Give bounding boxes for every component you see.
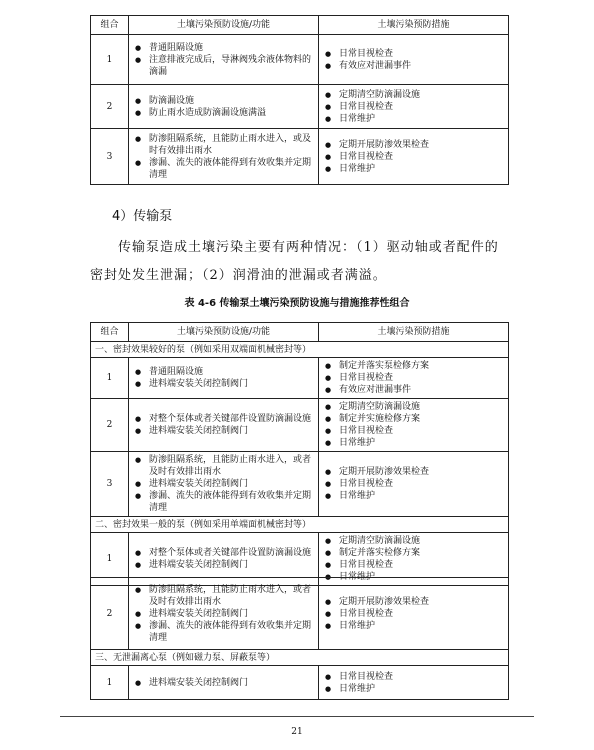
pump-prevention-table-continued	[90, 577, 509, 700]
facility-cell	[129, 452, 319, 517]
row-number: 1	[91, 533, 129, 586]
table-header-row	[91, 16, 509, 35]
list-item: ● 进料端安装关闭控制阀门	[135, 478, 314, 490]
list-item: ● 普通阻隔设施	[135, 366, 314, 378]
list-item: ● 日常目视检查	[325, 151, 504, 163]
list-item: ● 防滴漏设施	[135, 95, 314, 107]
list-item: ● 有效应对泄漏事件	[325, 384, 504, 396]
table-row	[91, 399, 509, 452]
row-number: 1	[91, 358, 129, 399]
list-item: ● 进料端安装关闭控制阀门	[135, 425, 314, 437]
measure-cell	[319, 35, 509, 85]
table-row	[91, 129, 509, 185]
facility-cell	[129, 358, 319, 399]
measure-cell	[319, 666, 509, 700]
table-row	[91, 85, 509, 129]
list-item: ● 防渗阻隔系统，且能防止雨水进入，或者及时有效排出雨水	[135, 454, 314, 478]
list-item: ● 定期清空防滴漏设施	[325, 401, 504, 413]
table-row	[91, 578, 509, 650]
list-item: ● 渗漏、流失的液体能得到有效收集并定期清理	[135, 490, 314, 514]
row-number: 3	[91, 452, 129, 517]
list-item: ● 普通阻隔设施	[135, 42, 314, 54]
list-item: ● 对整个泵体或者关键部件设置防滴漏设施	[135, 547, 314, 559]
pump-prevention-table	[90, 322, 509, 586]
facility-cell	[129, 666, 319, 700]
list-item: ● 日常目视检查	[325, 671, 504, 683]
header-combo: 组合	[91, 323, 129, 342]
list-item: ● 日常维护	[325, 163, 504, 175]
table-row	[91, 666, 509, 700]
measure-cell	[319, 578, 509, 650]
header-facility: 土壤污染预防设施/功能	[129, 323, 319, 342]
row-number: 3	[91, 129, 129, 185]
header-combo: 组合	[91, 16, 129, 35]
measure-cell	[319, 85, 509, 129]
facility-cell	[129, 35, 319, 85]
tank-prevention-table	[90, 15, 509, 185]
section-row	[91, 342, 509, 358]
section-title: 二、密封效果一般的泵（例如采用单端面机械密封等）	[91, 517, 509, 533]
list-item: ● 定期开展防渗效果检查	[325, 466, 504, 478]
measure-cell	[319, 358, 509, 399]
list-item: ● 日常目视检查	[325, 101, 504, 113]
section-row	[91, 650, 509, 666]
list-item: ● 定期开展防渗效果检查	[325, 139, 504, 151]
list-item: ● 注意排液完成后，导淋阀残余液体物料的滴漏	[135, 54, 314, 78]
table-header-row	[91, 323, 509, 342]
list-item: ● 日常维护	[325, 620, 504, 632]
row-number: 2	[91, 399, 129, 452]
header-measure: 土壤污染预防措施	[319, 16, 509, 35]
list-item: ● 日常目视检查	[325, 608, 504, 620]
list-item: ● 进料端安装关闭控制阀门	[135, 378, 314, 390]
table-row	[91, 358, 509, 399]
body-paragraph-line-2: 密封处发生泄漏；（2）润滑油的泄漏或者满溢。	[90, 268, 387, 283]
table-row	[91, 35, 509, 85]
row-number: 1	[91, 35, 129, 85]
list-item: ● 日常维护	[325, 683, 504, 695]
list-item: ● 日常目视检查	[325, 425, 504, 437]
list-item: ● 日常目视检查	[325, 559, 504, 571]
list-item: ● 防渗阻隔系统，且能防止雨水进入，或者及时有效排出雨水	[135, 584, 314, 608]
row-number: 1	[91, 666, 129, 700]
section-heading: 4）传输泵	[112, 209, 173, 224]
list-item: ● 制定并落实泵检修方案	[325, 360, 504, 372]
footer-divider	[60, 716, 534, 717]
list-item: ● 日常目视检查	[325, 372, 504, 384]
list-item: ● 渗漏、流失的液体能得到有效收集并定期清理	[135, 620, 314, 644]
list-item: ● 进料端安装关闭控制阀门	[135, 608, 314, 620]
facility-cell	[129, 129, 319, 185]
list-item: ● 日常维护	[325, 490, 504, 502]
list-item: ● 防渗阻隔系统，且能防止雨水进入，或及时有效排出雨水	[135, 133, 314, 157]
measure-cell	[319, 399, 509, 452]
list-item: ● 对整个泵体或者关键部件设置防滴漏设施	[135, 413, 314, 425]
list-item: ● 日常维护	[325, 113, 504, 125]
list-item: ● 定期清空防滴漏设施	[325, 89, 504, 101]
list-item: ● 定期清空防滴漏设施	[325, 535, 504, 547]
facility-cell	[129, 399, 319, 452]
facility-cell	[129, 85, 319, 129]
body-paragraph-line-1: 传输泵造成土壤污染主要有两种情况：（1）驱动轴或者配件的	[118, 240, 499, 255]
section-title: 一、密封效果较好的泵（例如采用双端面机械密封等）	[91, 342, 509, 358]
measure-cell	[319, 452, 509, 517]
list-item: ● 定期开展防渗效果检查	[325, 596, 504, 608]
list-item: ● 渗漏、流失的液体能得到有效收集并定期清理	[135, 157, 314, 181]
row-number: 2	[91, 578, 129, 650]
header-measure: 土壤污染预防措施	[319, 323, 509, 342]
section-title: 三、无泄漏离心泵（例如磁力泵、屏蔽泵等）	[91, 650, 509, 666]
list-item: ● 进料端安装关闭控制阀门	[135, 677, 314, 689]
page-number: 21	[291, 727, 303, 737]
list-item: ● 进料端安装关闭控制阀门	[135, 559, 314, 571]
measure-cell	[319, 129, 509, 185]
header-facility: 土壤污染预防设施/功能	[129, 16, 319, 35]
facility-cell	[129, 578, 319, 650]
table-caption: 表 4-6 传输泵土壤污染预防设施与措施推荐性组合	[184, 298, 410, 309]
row-number: 2	[91, 85, 129, 129]
list-item: ● 日常目视检查	[325, 48, 504, 60]
list-item: ● 制定并实施检修方案	[325, 413, 504, 425]
list-item: ● 日常维护	[325, 571, 504, 583]
list-item: ● 日常维护	[325, 437, 504, 449]
list-item: ● 防止雨水造成防滴漏设施满溢	[135, 107, 314, 119]
list-item: ● 日常目视检查	[325, 478, 504, 490]
list-item: ● 制定并落实检修方案	[325, 547, 504, 559]
section-row	[91, 517, 509, 533]
list-item: ● 有效应对泄漏事件	[325, 60, 504, 72]
table-row	[91, 452, 509, 517]
